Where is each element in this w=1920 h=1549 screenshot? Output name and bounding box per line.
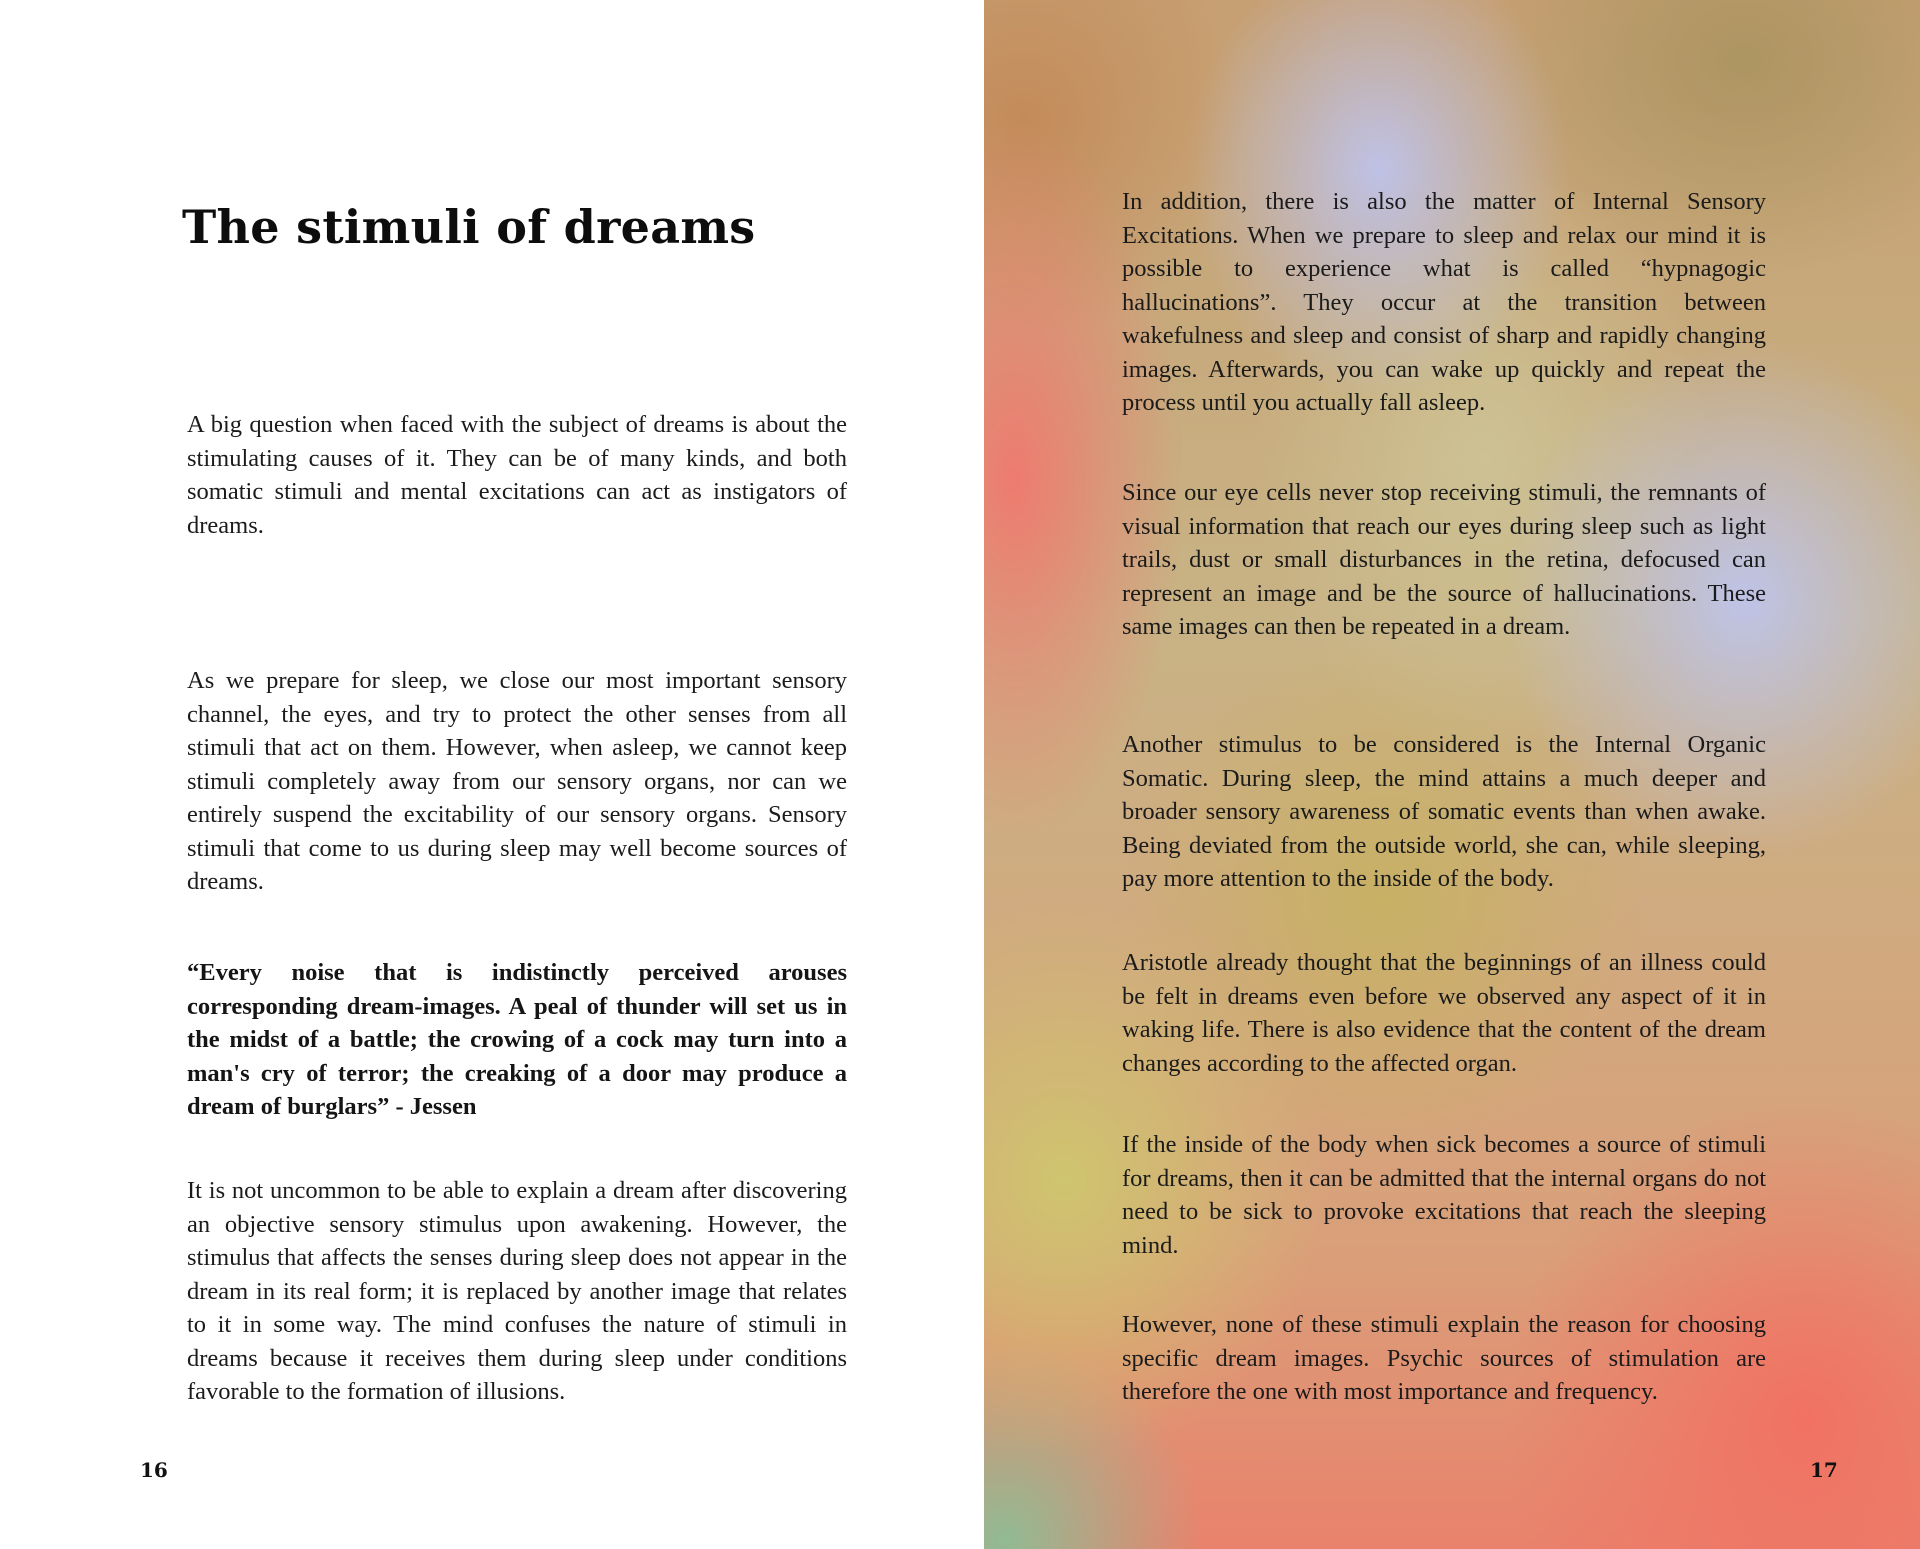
right-paragraph-2: Since our eye cells never stop receiving stimuli, the remnants of visual information that reach our eyes during sleep such as light trails, dust or small disturbances in the retina, defocused can represent an image and be the source of hallucinations. These same images can then be repeated in a dream. bbox=[1122, 479, 1766, 640]
left-paragraph-4: It is not uncommon to be able to explain a dream after discovering an objective sensory stimulus upon awakening. However, the stimulus that affects the senses during sleep does not appear in the dream in its real form; it is replaced by another image that relates to it in some way. The mind confuses the nature of stimuli in dreams because it receives them during sleep under conditions favorable to the formation of illusions. bbox=[187, 1177, 847, 1405]
right-page bbox=[984, 0, 1920, 1549]
left-paragraph-1: A big question when faced with the subject of dreams is about the stimulating causes of it. They can be of many kinds, and both somatic stimuli and mental excitations can act as instigators of dreams. bbox=[187, 411, 847, 539]
page-number-right: 17 bbox=[1810, 1458, 1838, 1482]
right-paragraph-6: However, none of these stimuli explain the reason for choosing specific dream images. Psychic sources of stimulation are therefore the one with most importance and frequency. bbox=[1122, 1311, 1766, 1405]
page-title: The stimuli of dreams bbox=[182, 200, 756, 254]
right-paragraph-5: If the inside of the body when sick becomes a source of stimuli for dreams, then it can be admitted that the internal organs do not need to be sick to provoke excitations that reach the sleeping mind. bbox=[1122, 1131, 1766, 1259]
left-paragraph-2: As we prepare for sleep, we close our most important sensory channel, the eyes, and try to protect the other senses from all stimuli that act on them. However, when asleep, we cannot keep stimuli completely away from our sensory organs, nor can we entirely suspend the excitability of our sensory organs. Sensory stimuli that come to us during sleep may well become sources of dreams. bbox=[187, 667, 847, 895]
right-paragraph-3: Another stimulus to be considered is the Internal Organic Somatic. During sleep, the mind attains a much deeper and broader sensory awareness of somatic events than when awake. Being deviated from the outside world, she can, while sleeping, pay more attention to the inside of the body. bbox=[1122, 731, 1766, 892]
page-number-left: 16 bbox=[140, 1458, 168, 1482]
right-paragraph-1: In addition, there is also the matter of Internal Sensory Excitations. When we prepare to sleep and relax our mind it is possible to experience what is called “hypnagogic hallucinations”. They occur at the transition between wakefulness and sleep and consist of sharp and rapidly changing images. Afterwards, you can wake up quickly and repeat the process until you actually fall asleep. bbox=[1122, 188, 1766, 416]
jessen-quote: “Every noise that is indistinctly perceived arouses corresponding dream-images. A peal of thunder will set us in the midst of a battle; the crowing of a cock may turn into a man's cry of terror; the creaking of a door may produce a dream of burglars” - Jessen bbox=[187, 959, 847, 1120]
right-paragraph-4: Aristotle already thought that the beginnings of an illness could be felt in dreams even before we observed any aspect of it in waking life. There is also evidence that the content of the dream changes according to the affected organ. bbox=[1122, 949, 1766, 1077]
